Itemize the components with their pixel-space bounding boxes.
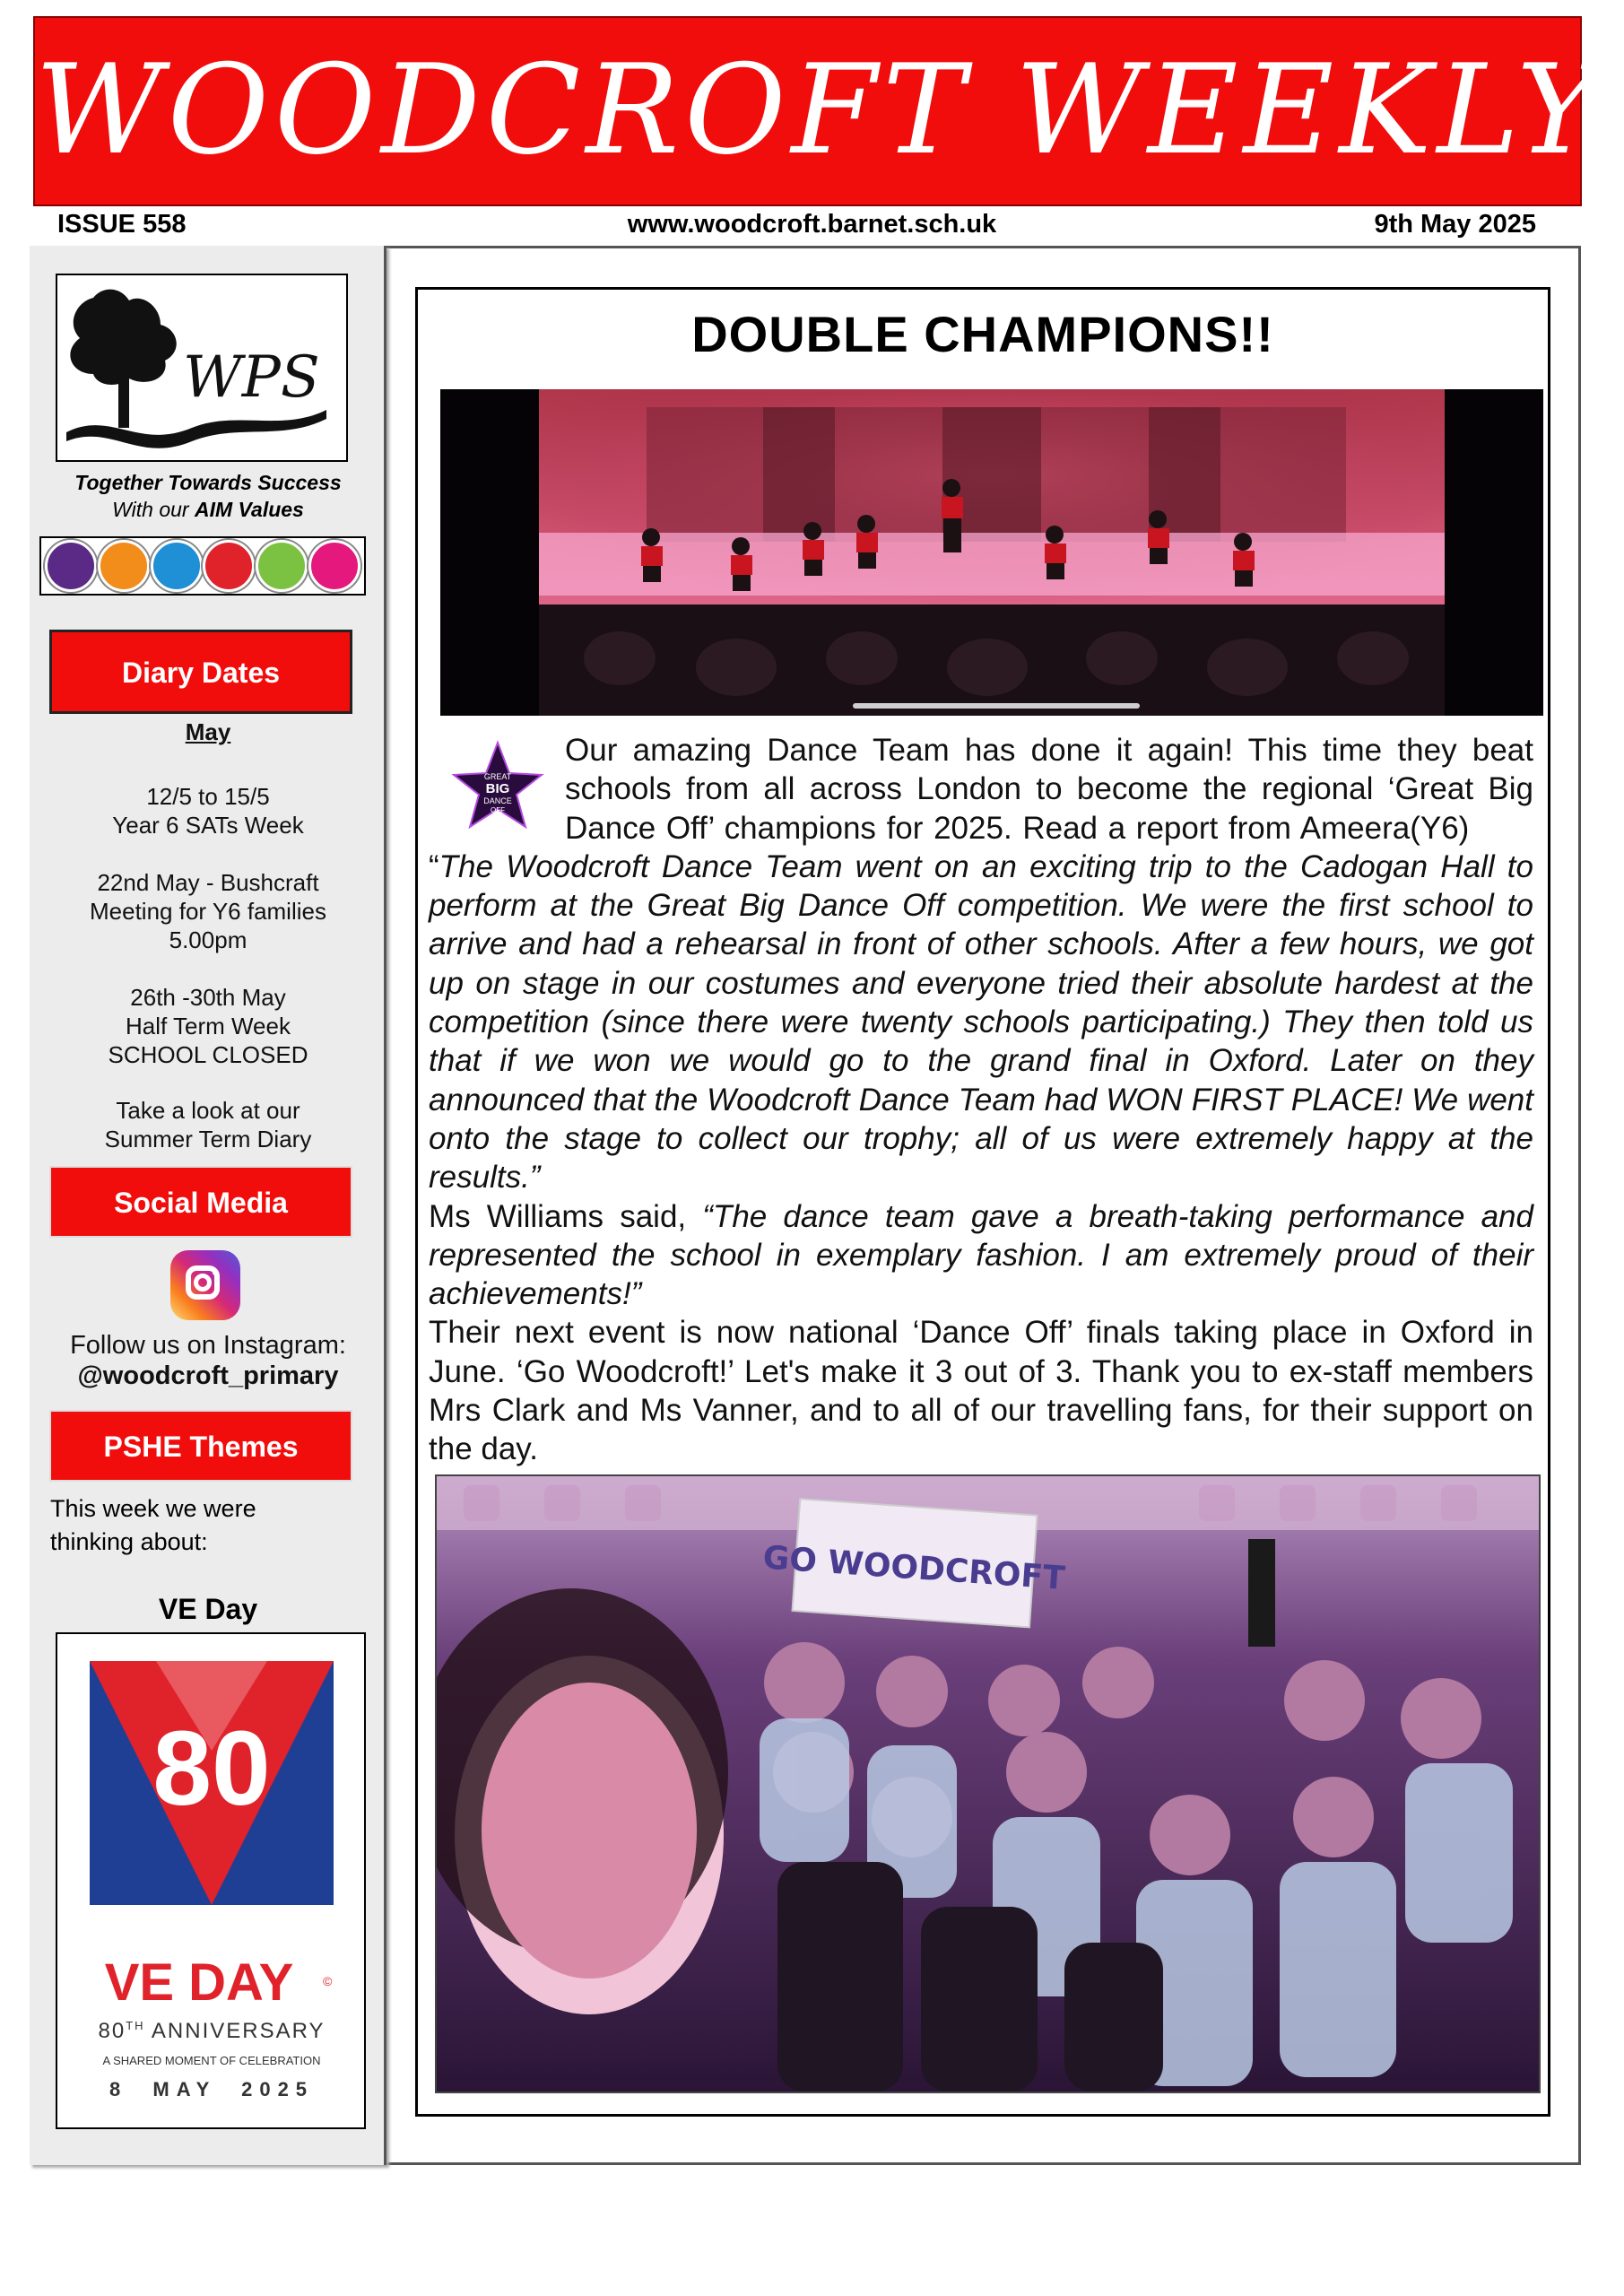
svg-text:VE DAY: VE DAY xyxy=(104,1953,294,2012)
pshe-theme-label: VE Day xyxy=(158,1593,258,1625)
issue-number: ISSUE 558 xyxy=(57,210,187,239)
ve-day-poster xyxy=(56,1632,366,2129)
diary-entry: 26th -30th May Half Term Week SCHOOL CLOSED xyxy=(108,984,308,1068)
newsletter-title: WOODCROFT WEEKLY xyxy=(35,38,1604,182)
ms-williams-quote: Ms Williams said, “The dance team gave a breath-taking performance and represented the school in exemplary fashion. I am extremely proud of their achievements!” xyxy=(429,1198,1533,1312)
article-headline: DOUBLE CHAMPIONS!! xyxy=(691,306,1274,362)
team-selfie-photo xyxy=(435,1474,1541,2093)
issue-date: 9th May 2025 xyxy=(1374,210,1536,239)
school-logo xyxy=(56,274,348,462)
instagram-handle[interactable]: @woodcroft_primary xyxy=(77,1361,339,1390)
friendship-badge-icon xyxy=(98,540,150,592)
instagram-follow-text: Follow us on Instagram: xyxy=(70,1331,346,1360)
svg-text:GREAT: GREAT xyxy=(483,772,512,781)
tree-logo-icon xyxy=(57,275,346,460)
tagline-values: With our AIM Values xyxy=(112,498,304,521)
svg-text:BIG: BIG xyxy=(485,781,510,796)
svg-text:WPS: WPS xyxy=(183,344,320,411)
aim-values-strip xyxy=(39,536,366,596)
diary-entry: 22nd May - Bushcraft Meeting for Y6 families 5.00pm xyxy=(90,869,326,953)
diary-entry: 12/5 to 15/5 Year 6 SATs Week xyxy=(112,783,304,839)
svg-text:80TH ANNIVERSARY: 80TH ANNIVERSARY xyxy=(98,2019,326,2043)
social-media-button[interactable]: Social Media xyxy=(49,1166,352,1238)
article-intro: Our amazing Dance Team has done it again! This time they beat schools from all across London to become the regional ‘Great Big Dance Off’ champions for 2025. Read a report from Ameera(Y6) “The Woodcroft Dance Team went on an exciting trip to the Cadogan Hall to perform at the Great Big Dance Off competition. We were the first school to arrive and had a rehearsal in front of other schools. After a few hours, we got up on stage in our costumes and everyone tried their absolute hardest at the competition (since there were twenty schools participating.) They then told us that if we won we would go to the grand final in Oxford. Later on they announced that the Woodcroft Dance Team had WON FIRST PLACE! We went onto the stage to collect our trophy; all of us were extremely happy at the results.” xyxy=(429,733,1533,1196)
svg-text:8 MAY 2025: 8 MAY 2025 xyxy=(109,2078,315,2100)
svg-text:©: © xyxy=(323,1974,333,1988)
determination-badge-icon xyxy=(203,540,255,592)
article-body xyxy=(429,731,1533,1469)
article-closing: Their next event is now national ‘Dance Off’ finals taking place in Oxford in June. ‘Go Woodcroft!’ Let's make it 3 out of 3. Thank you to ex-staff members Mrs Clark and Ms Vanner, and to all of our travelling fans, for their support on the day. xyxy=(429,1315,1533,1467)
pshe-week-text: This week we were thinking about: xyxy=(50,1495,256,1555)
instagram-icon[interactable] xyxy=(170,1250,240,1320)
svg-text:80: 80 xyxy=(152,1709,271,1828)
respect-badge-icon xyxy=(45,540,97,592)
svg-text:DANCE: DANCE xyxy=(483,796,512,805)
diary-link[interactable]: Take a look at our Summer Term Diary xyxy=(104,1097,312,1152)
honesty-badge-icon xyxy=(151,540,203,592)
pshe-themes-button[interactable]: PSHE Themes xyxy=(49,1410,352,1482)
masthead xyxy=(33,16,1604,206)
tagline-bold: Together Towards Success xyxy=(74,471,342,494)
teamwork-badge-icon xyxy=(256,540,308,592)
self-belief-badge-icon xyxy=(308,540,360,592)
svg-text:OFF: OFF xyxy=(491,806,505,814)
dance-stage-photo xyxy=(440,389,1543,716)
svg-text:GO WOODCROFT: GO WOODCROFT xyxy=(761,1539,1066,1597)
diary-dates-button[interactable]: Diary Dates xyxy=(49,630,352,714)
website-link[interactable]: www.woodcroft.barnet.sch.uk xyxy=(627,210,997,239)
diary-month: May xyxy=(185,718,231,745)
svg-text:A SHARED MOMENT OF CELEBRATION: A SHARED MOMENT OF CELEBRATION xyxy=(102,2054,321,2067)
